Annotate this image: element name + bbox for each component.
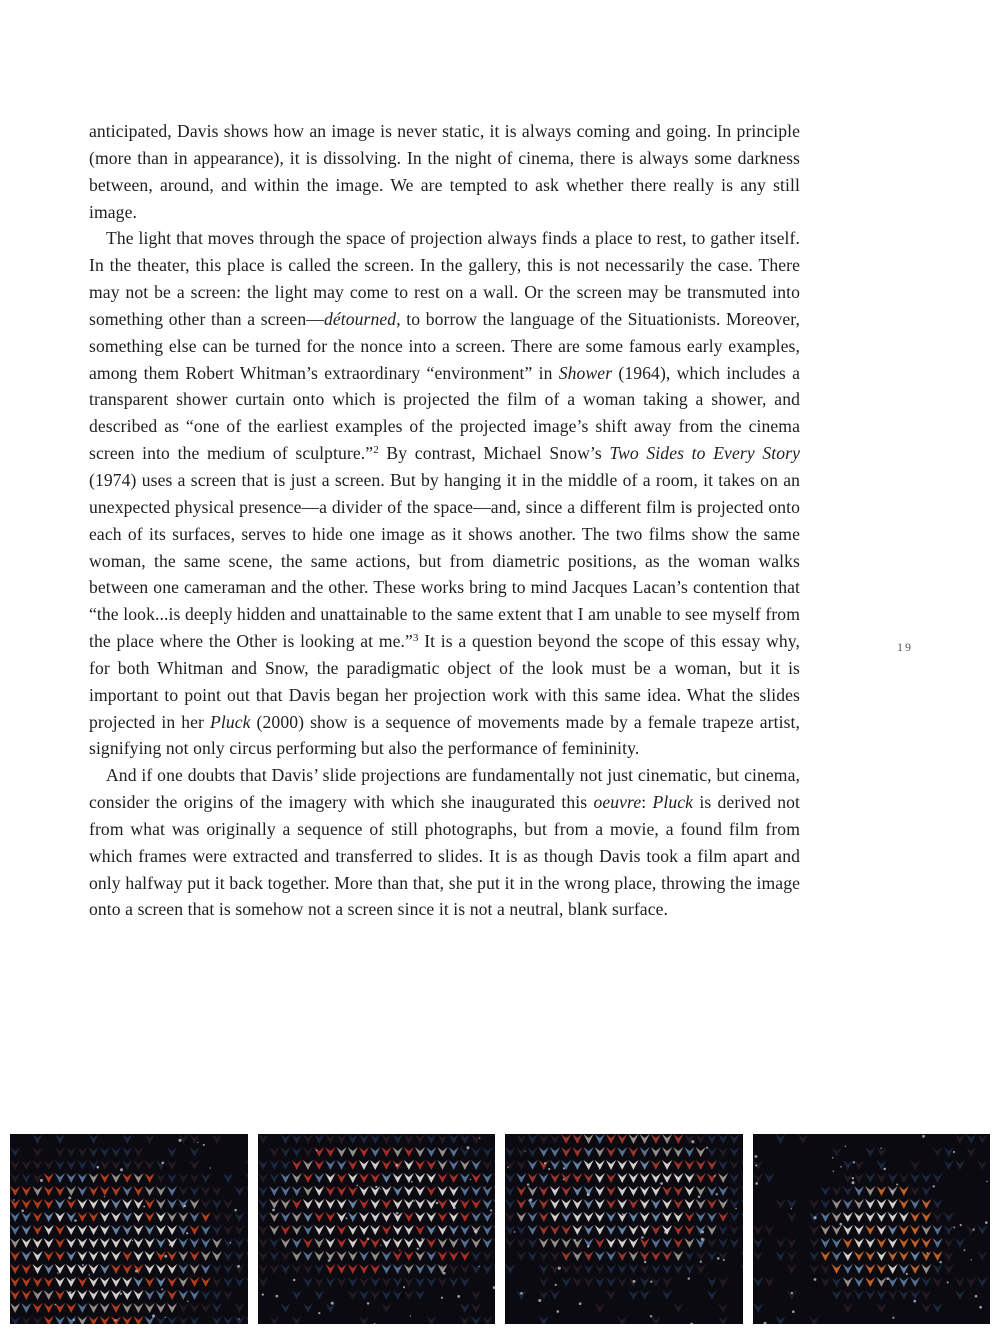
slide-image-3 bbox=[505, 1134, 743, 1324]
slide-image-2 bbox=[258, 1134, 496, 1324]
italic-run: Two Sides to Every Story bbox=[609, 443, 800, 464]
italic-run: Shower bbox=[558, 362, 613, 383]
text-run: , to borrow the language of the Situationists. Moreover, something else can be turned for the nonce into a screen. There are some famous early examples, among them Robert Whitman’s extraordinary “environment” in bbox=[89, 308, 800, 383]
italic-run: Pluck bbox=[210, 711, 251, 732]
text-run: anticipated, Davis shows how an image is never static, it is always coming and going. In principle (more than in appearance), it is dissolving. In the night of cinema, there is always some darkness between, around, and within the image. We are tempted to ask whether there really is any still image. bbox=[89, 121, 800, 222]
text-run: (1964), which includes a transparent shower curtain onto which is projected the film of a woman taking a shower, and described as “one of the earliest examples of the projected image’s shift away from the cinema screen into the medium of sculpture.” bbox=[89, 362, 800, 464]
text-run: (2000) show is a sequence of movements made by a female trapeze artist, signifying not only circus performing but also the performance of femininity. bbox=[89, 711, 800, 759]
italic-run: détourned bbox=[323, 308, 397, 329]
projected-slide-image-icon bbox=[753, 1134, 991, 1324]
text-run: : bbox=[641, 792, 653, 813]
text-run: It is a question beyond the scope of this essay why, for both Whitman and Snow, the paradigmatic object of the look must be a woman, but it is important to point out that Davis began her projection work with this same idea. What the slides projected in her bbox=[89, 631, 800, 732]
paragraph-2 bbox=[89, 225, 800, 762]
text-run: is derived not from what was originally a sequence of still photographs, but from a movie, a found film from which frames were extracted and transferred to slides. It is as though Davis took a film apart and only halfway put it back together. More than that, she put it in the wrong place, throwing the image onto a screen that is somehow not a screen since it is not a neutral, blank surface. bbox=[89, 792, 801, 920]
text-run: (1974) uses a screen that is just a screen. But by hanging it in the middle of a room, it takes on an unexpected physical presence—a divider of the space—and, since a different film is projected onto each of its surfaces, serves to hide one image as it shows another. The two films show the same woman, the same scene, the same actions, but from diametric positions, as the woman walks between one cameraman and the other. These works bring to mind Jacques Lacan’s contention that “the look...is deeply hidden and unattainable to the same extent that I am unable to see myself from the place where the Other is looking at me.” bbox=[89, 469, 800, 652]
body-text bbox=[89, 118, 800, 923]
text-run: The light that moves through the space of projection always finds a place to rest, to gather itself. In the theater, this place is called the screen. In the gallery, this is not necessarily the case. There may not be a screen: the light may come to rest on a wall. Or the screen may be transmuted into something other than a screen— bbox=[89, 228, 800, 329]
projected-slide-image-icon bbox=[258, 1134, 496, 1324]
footnote-ref: 3 bbox=[412, 632, 419, 645]
italic-run: Pluck bbox=[652, 792, 694, 813]
italic-run: oeuvre bbox=[593, 792, 642, 813]
slide-image-4 bbox=[753, 1134, 991, 1324]
paragraph-1 bbox=[89, 118, 800, 225]
image-strip bbox=[10, 1134, 990, 1324]
text-run: And if one doubts that Davis’ slide projections are fundamentally not just cinematic, but cinema, consider the origins of the imagery with which she inaugurated this bbox=[89, 765, 800, 813]
paragraph-3 bbox=[89, 762, 800, 923]
page-number: 19 bbox=[897, 640, 913, 654]
text-run: By contrast, Michael Snow’s bbox=[378, 443, 610, 464]
projected-slide-image-icon bbox=[505, 1134, 743, 1324]
projected-slide-image-icon bbox=[10, 1134, 248, 1324]
footnote-ref: 2 bbox=[373, 444, 379, 457]
slide-image-1 bbox=[10, 1134, 248, 1324]
